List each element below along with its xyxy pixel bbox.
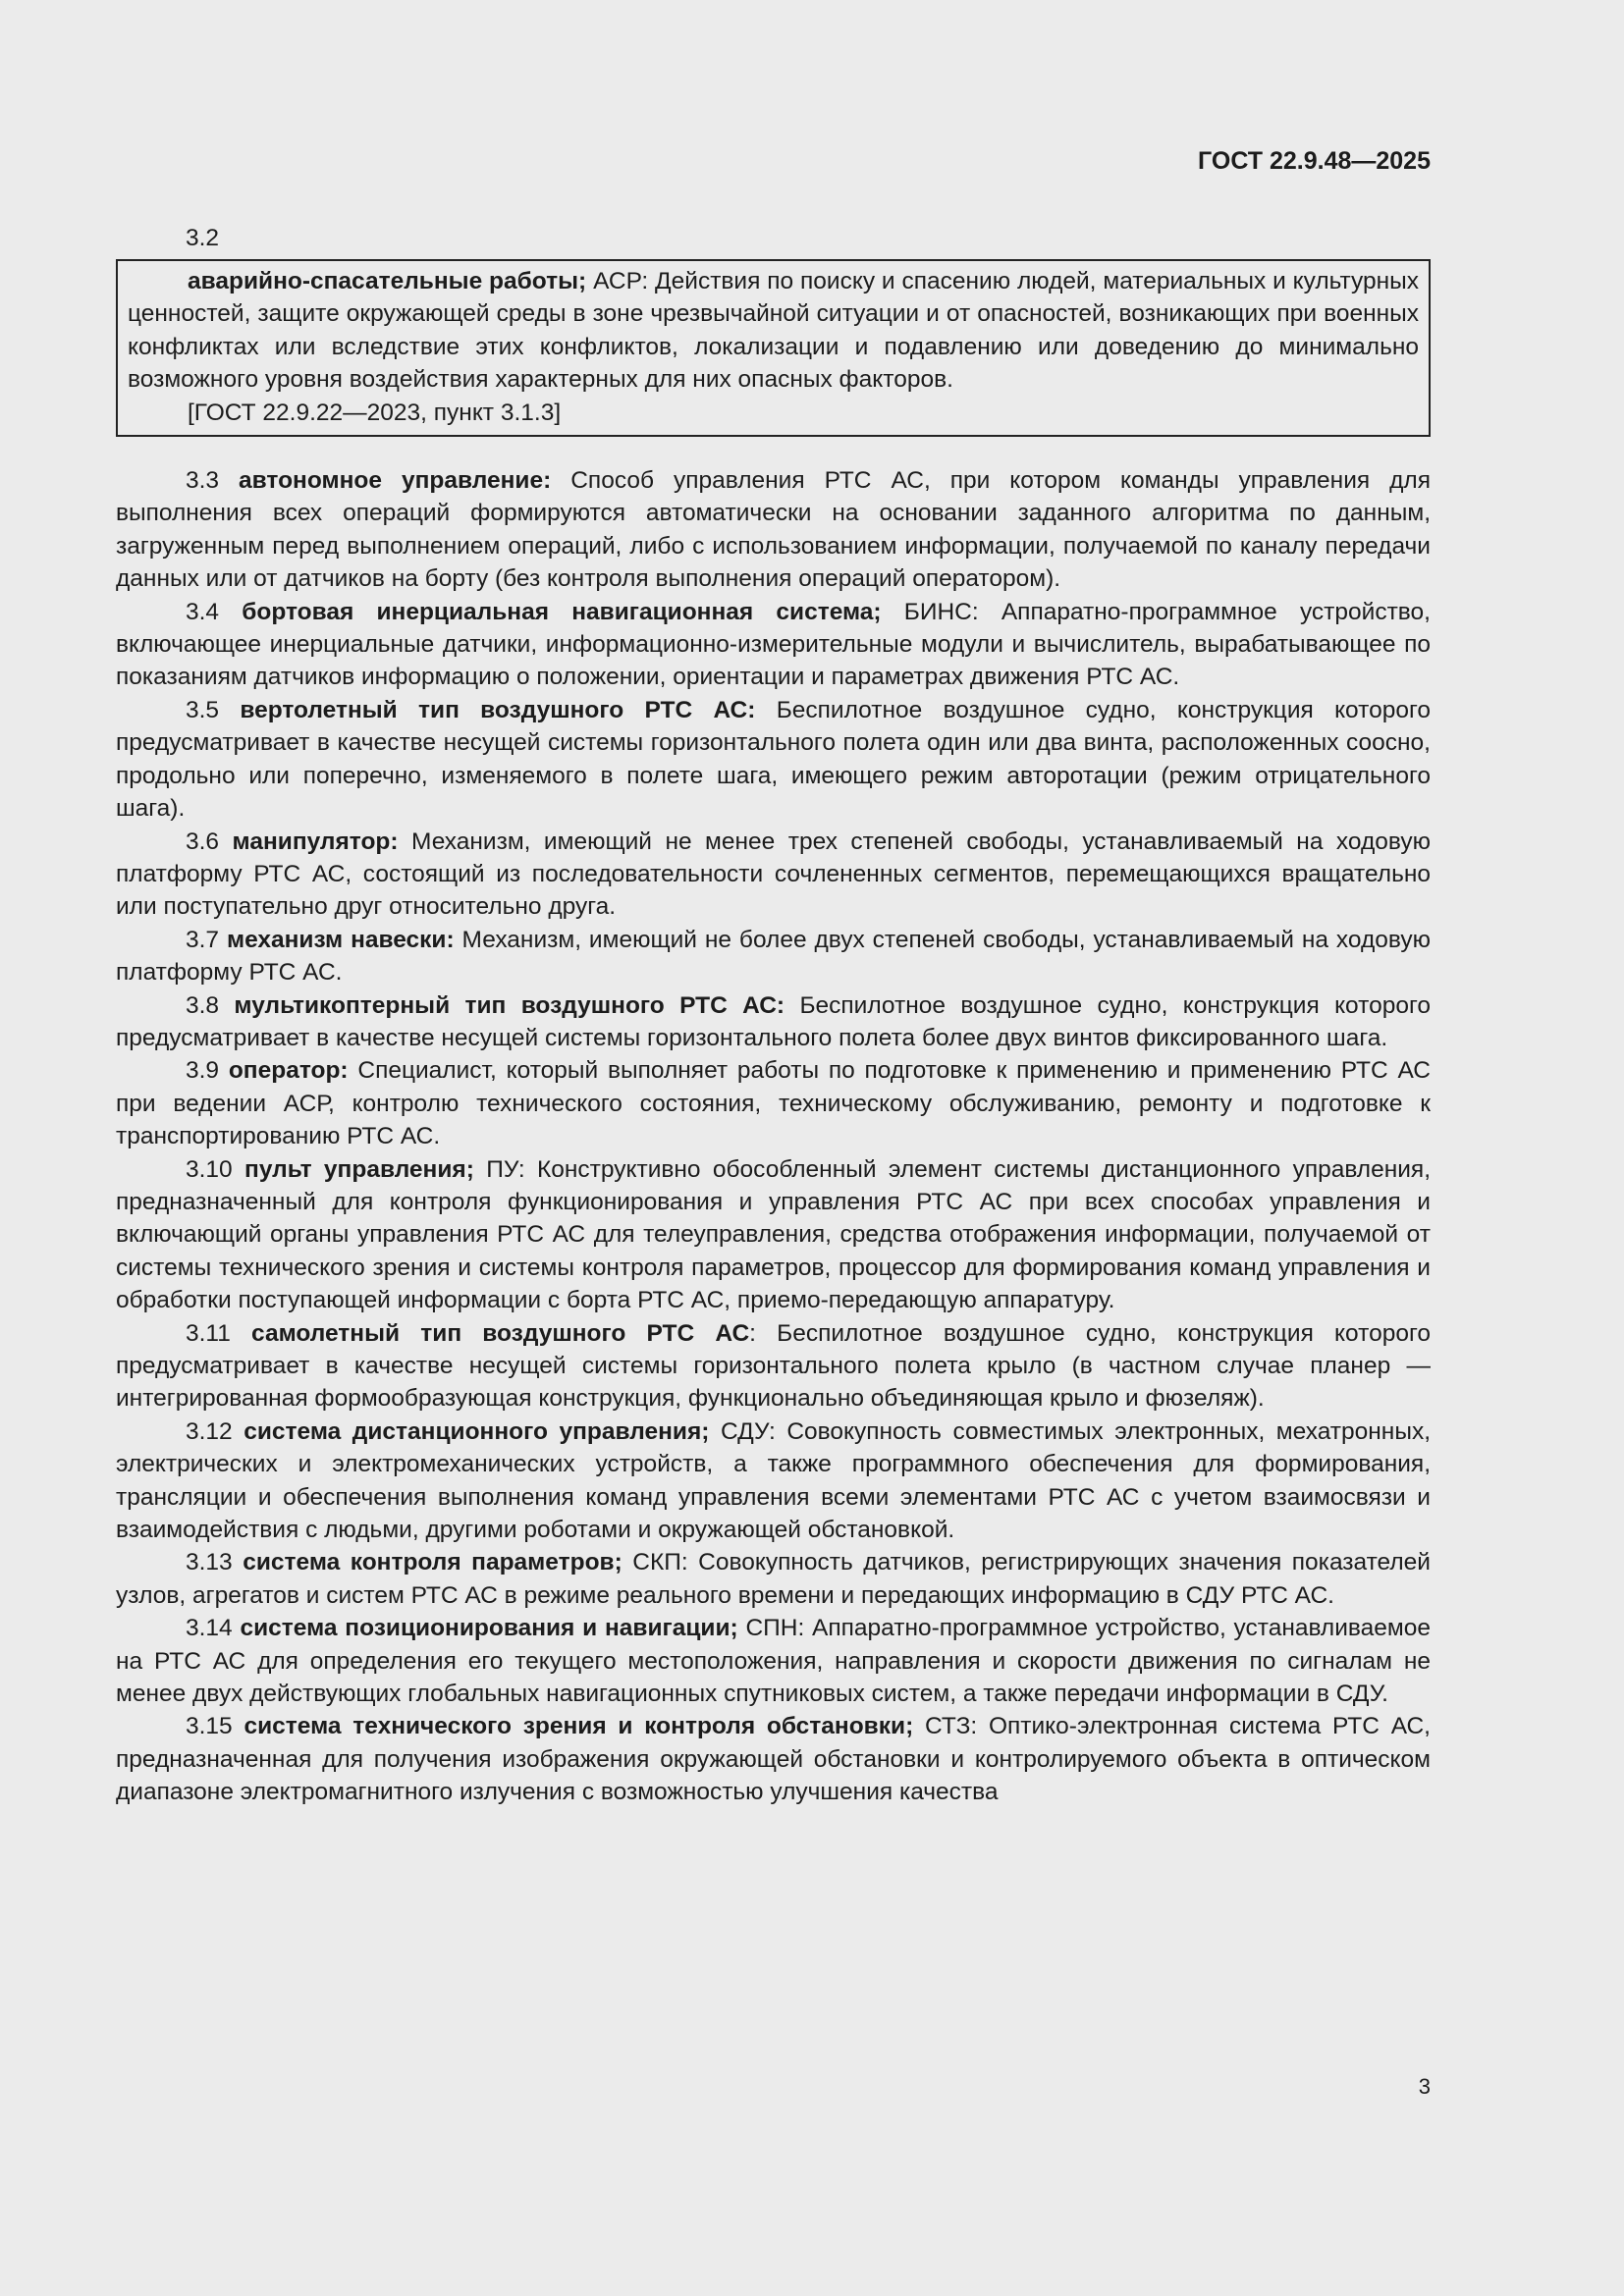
definition-entry bbox=[116, 826, 1431, 924]
term-number: 3.3 bbox=[186, 467, 240, 495]
term-number: 3.6 bbox=[186, 828, 233, 855]
term-definition: СДУ: Совокупность совместимых электронных, мехатронных, электрических и электромеханических устройств, а также программного обеспечения для формирования, трансляции и обеспечения выполнения команд управления всеми элементами РТС АС с учетом взаимосвязи и взаимодействия с людьми, другими роботами и окружающей обстановкой. bbox=[116, 1417, 1432, 1544]
term-definition: Беспилотное воздушное судно, конструкция которого предусматривает в качестве несущей системы горизонтального полета один или два винта, расположенных соосно, продольно или поперечно, изменяемого в полете шага, имеющего режим авторотации (режим отрицательного шага). bbox=[116, 696, 1431, 823]
term-definition: Механизм, имеющий не менее трех степеней свободы, устанавливаемый на ходовую платформу РТС АС, состоящий из последовательности сочлененных сегментов, перемещающихся вращательно или поступательно друг относительно друга. bbox=[116, 828, 1432, 921]
term-number: 3.9 bbox=[186, 1057, 229, 1085]
boxed-definition bbox=[116, 259, 1431, 437]
term-name: механизм навески: bbox=[226, 926, 455, 953]
term-definition: Беспилотное воздушное судно, конструкция которого предусматривает в качестве несущей системы горизонтального полета более двух винтов фиксированного шага. bbox=[116, 991, 1431, 1051]
definition-entry bbox=[116, 1153, 1431, 1317]
term-definition: : Беспилотное воздушное судно, конструкция которого предусматривает в качестве несущей системы горизонтального полета крыло (в частном случае планер — интегрированная формообразующая конструкция, функционально объединяющая крыло и фюзеляж). bbox=[116, 1319, 1431, 1413]
term-name: манипулятор: bbox=[232, 828, 399, 855]
definition-entry bbox=[116, 1317, 1431, 1415]
definition-entry bbox=[116, 1546, 1431, 1612]
term-number: 3.5 bbox=[186, 696, 241, 723]
term-number: 3.15 bbox=[186, 1713, 244, 1740]
definition-entry bbox=[116, 1612, 1431, 1710]
term-name: система дистанционного управления; bbox=[244, 1417, 710, 1445]
boxed-definition-text bbox=[128, 265, 1419, 397]
term-number: 3.12 bbox=[186, 1417, 244, 1445]
term-name: аварийно-спасательные работы; bbox=[188, 268, 587, 294]
term-name: самолетный тип воздушного РТС АС bbox=[251, 1319, 750, 1347]
term-definition: Способ управления РТС АС, при котором команды управления для выполнения всех операций формируются автоматически на основании заданного алгоритма по данным, загруженным перед выполнением операций, либо с использованием информации, получаемой по каналу передачи данных или от датчиков на борту (без контроля выполнения операций оператором). bbox=[116, 467, 1431, 593]
term-number: 3.7 bbox=[186, 926, 227, 953]
term-definition: БИНС: Аппаратно-программное устройство, включающее инерциальные датчики, информационно-измерительные модули и вычислитель, вырабатывающее по показаниям датчиков информацию о положении, ориентации и параметрах движения РТС АС. bbox=[116, 598, 1431, 691]
page-number: 3 bbox=[1418, 2074, 1431, 2099]
document-header: ГОСТ 22.9.48—2025 bbox=[1198, 147, 1431, 175]
definition-entry bbox=[116, 1415, 1431, 1547]
definition-list bbox=[116, 464, 1431, 1809]
boxed-term-number: 3.2 bbox=[186, 225, 220, 251]
page-content bbox=[116, 222, 1431, 1809]
term-number: 3.13 bbox=[186, 1549, 244, 1576]
term-number: 3.14 bbox=[186, 1615, 241, 1642]
term-number: 3.8 bbox=[186, 991, 235, 1019]
term-definition: ПУ: Конструктивно обособленный элемент системы дистанционного управления, предназначенный для контроля функционирования и управления РТС АС при всех способах управления и включающий органы управления РТС АС для телеуправления, средства отображения информации, получаемой от системы технического зрения и системы контроля параметров, процессор для формирования команд управления и обработки поступающей информации с борта РТС АС, приемо-передающую аппаратуру. bbox=[116, 1155, 1431, 1314]
term-definition: Механизм, имеющий не более двух степеней свободы, устанавливаемый на ходовую платформу РТС АС. bbox=[116, 926, 1431, 987]
term-definition: Специалист, который выполняет работы по подготовке к применению и применению РТС АС при ведении АСР, контролю технического состояния, техническому обслуживанию, ремонту и подготовке к транспортированию РТС АС. bbox=[116, 1057, 1431, 1150]
term-definition: СКП: Совокупность датчиков, регистрирующих значения показателей узлов, агрегатов и систем РТС АС в режиме реального времени и передающих информацию в СДУ РТС АС. bbox=[116, 1549, 1431, 1609]
term-definition: СТЗ: Оптико-электронная система РТС АС, предназначенная для получения изображения окружающей обстановки и контролируемого объекта в оптическом диапазоне электромагнитного излучения с возможностью улучшения качества bbox=[116, 1713, 1431, 1806]
definition-entry bbox=[116, 464, 1431, 596]
definition-entry bbox=[116, 989, 1431, 1055]
term-name: оператор: bbox=[228, 1057, 349, 1085]
term-name: мультикоптерный тип воздушного РТС АС: bbox=[234, 991, 785, 1019]
term-name: вертолетный тип воздушного РТС АС: bbox=[240, 696, 756, 723]
term-definition: АСР: Действия по поиску и спасению людей, материальных и культурных ценностей, защите окружающей среды в зоне чрезвычайной ситуации и от опасностей, возникающих при военных конфликтах или вследствие этих конфликтов, локализации и подавлению или доведению до минимально возможного уровня воздействия характерных для них опасных факторов. bbox=[128, 268, 1419, 394]
term-name: система контроля параметров; bbox=[243, 1549, 623, 1576]
term-number: 3.11 bbox=[186, 1319, 252, 1347]
term-name: система технического зрения и контроля обстановки; bbox=[244, 1713, 914, 1740]
definition-entry bbox=[116, 694, 1431, 826]
term-number: 3.10 bbox=[186, 1155, 245, 1183]
term-name: система позиционирования и навигации; bbox=[240, 1615, 738, 1642]
term-name: бортовая инерциальная навигационная система; bbox=[242, 598, 882, 625]
term-number: 3.4 bbox=[186, 598, 243, 625]
term-name: пульт управления; bbox=[244, 1155, 474, 1183]
definition-entry bbox=[116, 1710, 1431, 1808]
term-definition: СПН: Аппаратно-программное устройство, устанавливаемое на РТС АС для определения его текущего местоположения, направления и скорости движения по сигналам не менее двух действующих глобальных навигационных спутниковых систем, а также передачи информации в СДУ. bbox=[116, 1615, 1431, 1708]
term-name: автономное управление: bbox=[239, 467, 552, 495]
boxed-definition-source: [ГОСТ 22.9.22—2023, пункт 3.1.3] bbox=[188, 399, 562, 426]
definition-entry bbox=[116, 1054, 1431, 1152]
definition-entry bbox=[116, 596, 1431, 694]
definition-entry bbox=[116, 924, 1431, 989]
